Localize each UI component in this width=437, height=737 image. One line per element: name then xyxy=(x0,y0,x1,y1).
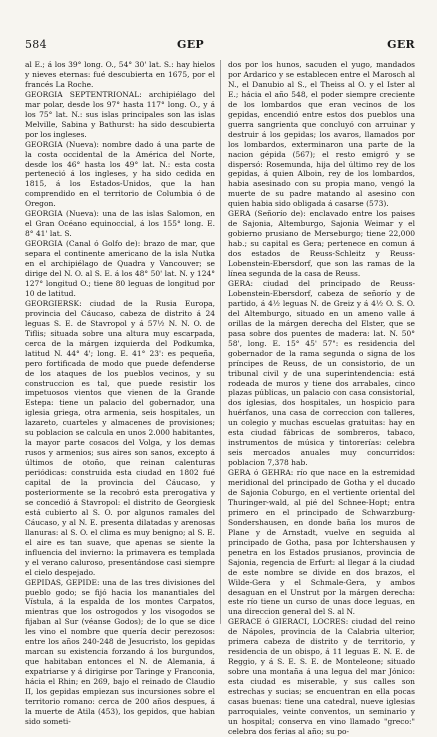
left-column xyxy=(25,60,215,726)
entry: GERA: ciudad del principado de Reuss-Lobenstein-Ebersdorf, cabeza de señorío y de partido, á 4½ leguas N. de Greiz y á 4½ O. S. O. del Altemburgo, situado en un ameno valle á orillas de la márgen derecha del Elster, que se pasa sobre dos puentes de madera: lat. N. 50° 58', long. E. 15° 45' 57": es residencia del gobernador de la rama segunda o signa de los príncipes de Reuss, de un consistorio, de un tribunal civil y de una superintendencia: está rodeada de muros y tiene dos arrabales, cinco plazas públicas, un palacio con casa consistorial, dos iglesias, dos hospitales, un hospicio para huérfanos, una casa de correccion con talleres, un colegio y muchas escuelas gratuitas: hay en esta ciudad fábricas de sombreros, tabaco, instrumentos de música y tintorerías: celebra seis mercados anuales muy concurridos: poblacion 7,378 hab. xyxy=(228,278,415,468)
entry: GEORGIERSK: ciudad de la Rusia Europa, provincia del Cáucaso, cabeza de distrito á 24 leguas S. E. de Stavropol y á 57½ N. N. O. de Tiflis; situada sobre una altura muy escarpada, cerca de la márgen izquierda del Podkumka, latitud N. 44° 4'; long. E. 41° 23': es pequeña, pero fortificada de modo que puede defenderse de los ataques de los pueblos vecinos, y su construccion es tal, que puede resistir los impetuosos vientos que vienen de la Grande Estepa: tiene un palacio del gobernador, una iglesia griega, otra armenia, seis hospitales, un lazareto, cuarteles y almacenes de provisiones; su poblacion se calcula en unos 2.000 habitantes, la mayor parte cosacos del Volga, y los demas rusos y armenios; sus aires son sanos, excepto á últimos de otoño, que reinan calenturas periódicas: construida esta ciudad en 1802 fué capital de la provincia del Cáucaso, y posteriormente se la recobró esta prerogativa y se concedió á Stavropol: el distrito de Georgiesk está cubierto al S. O. por algunos ramales del Cáucaso, y al N. E. presenta dilatadas y arenosas llanuras: al S. O. el clima es muy benigno; al S. E. el aire es tan suave, que apenas se siente la influencia del invierno: la primavera es templada y el verano caluroso, presentándose casi siempre el cielo despejado. xyxy=(25,298,215,577)
entry: GEPIDAS, GEPIDE: una de las tres divisiones del pueblo godo; se fijó hacia los manantiales del Vístula, á la espalda de los montes Carpatos, mientras que los ostrogodos y los visogodos se fijaban al Sur (véanse Godos); de lo que se dice les vino el nombre que quería decir perezosos: entre los años 240-248 de Jesucristo, los gepidas marcan su existencia forzando á los burgundos, que habitaban entonces el N. de Alemania, á expatriarse y á dirigirse por Taringe y Franconia, hácia el Rhin; en 269, bajo el reinado de Claudio II, los gepidas empiezan sus incursiones sobre el territorio romano: cerca de 200 años despues, á la muerte de Atila (453), los gepidos, que habian sido someti- xyxy=(25,577,215,726)
right-column xyxy=(228,60,415,736)
page-header xyxy=(25,38,415,54)
entry: GERA ó GEHRA: río que nace en la estremidad meridional del principado de Gotha y el ducado de Sajonia Coburgo, en el vertiente oriental del Thuringer-wald, al pié del Schnee-Hopt; entra primero en el principado de Schwarzburg-Sondershausen, en donde baña los muros de Plane y de Arnstadt, vuelve en seguida al principado de Gotha, pasa por Ichtershausen y penetra en los Estados prusianos, provincia de Sajonia, regencia de Erfurt: al llegar á la ciudad de este nombre se divide en dos brazos, el Wilde-Gera y el Schmale-Gera, y ambos desaguan en el Unstrut por la márgen derecha: este río tiene un curso de unas doce leguas, en una direccion general del S. al N. xyxy=(228,468,415,617)
entry: al E.; á los 39° long. O., 54° 30' lat. S.: hay hielos y nieves eternas: fué descubierta en 1675, por el francés La Roche. xyxy=(25,60,215,89)
entry: GERA (Señorío de): enclavado entre los paises de Sajonia, Altemburgo, Sajonia Weimar y el gobierno prusiano de Merseburgo; tiene 22,000 hab.; su capital es Gera; pertenece en comun á dos estados de Reuss-Schleitz y Reuss-Lobenstein-Ebersdorf, que son las ramas de la línea segunda de la casa de Reuss. xyxy=(228,209,415,279)
running-head-left: GEP xyxy=(177,38,204,51)
page-number: 584 xyxy=(25,38,47,51)
entry: dos por los hunos, sacuden el yugo, mandados por Ardarico y se establecen entre el Marosch al N., el Danubio al S., el Theiss al O. y el Ister al E.; hácia el año 548, el poder siempre creciente de los lombardos que eran vecinos de los gepidas, encendió entre estos dos pueblos una guerra sangrienta que concluyó con arruinar y destruir á los gepidas; los avaros, llamados por los lombardos, exterminaron una parte de la nacion gépida (567); el resto emigró y se dispersó: Rosemunda, hija del último rey de los gepidas, á quien Alboin, rey de los lombardos, habia asesinado con su propia mano, vengó la muerte de su padre matando al asesino con quien habia sido obligada á casarse (573). xyxy=(228,60,415,209)
entry: GEORGIA (Canal ó Golfo de): brazo de mar, que separa el continente americano de la isla Nutka en el archipiélago de Quadra y Vancouver; se dirige del N. O. al S. E. á los 48° 50' lat. N. y 124° 127° longitud O.; tiene 80 leguas de longitud por 10 de latitud. xyxy=(25,239,215,298)
column-divider xyxy=(220,60,221,624)
entry: GEORGIA (Nueva): una de las islas Salomon, en el Gran Océano equinoccial, á los 155° long. E. 8° 41' lat. S. xyxy=(25,209,215,239)
entry: GEORGIA SEPTENTRIONAL: archipiélago del mar polar, desde los 97° hasta 117° long. O., y á los 75° lat. N.: sus islas principales son las islas Melville, Sabina y Bathurst: ha sido descubierta por los ingleses. xyxy=(25,89,215,139)
running-head-right: GER xyxy=(387,38,415,51)
entry: GERACE ó GIERACI, LOCRES: ciudad del reino de Nápoles, provincia de la Calabria ulterior, primera cabeza de distrito y de territorio, y residencia de un obispo, á 11 leguas E. N. E. de Reggio, y á S. E. S. E. de Monteleone; situado sobre una montaña á una legua del mar Jónico: esta ciudad es miserable, y sus calles son estrechas y sucias; se encuentran en ella pocas casas buenas: tiene una catedral, nueve iglesias parroquiales, veinte conventos, un seminario y un hospital; conserva en vino llamado "greco:" celebra dos ferias al año; su po- xyxy=(228,617,415,736)
entry: GEORGIA (Nueva): nombre dado á una parte de la costa occidental de la América del Norte, desde los 46° hasta los 49° lat. N.: esta costa perteneció á los ingleses, y ha sido cedida en 1815, á los Estados-Unidos, que la han comprendido en el territorio de Columbia ó de Oregon. xyxy=(25,139,215,209)
